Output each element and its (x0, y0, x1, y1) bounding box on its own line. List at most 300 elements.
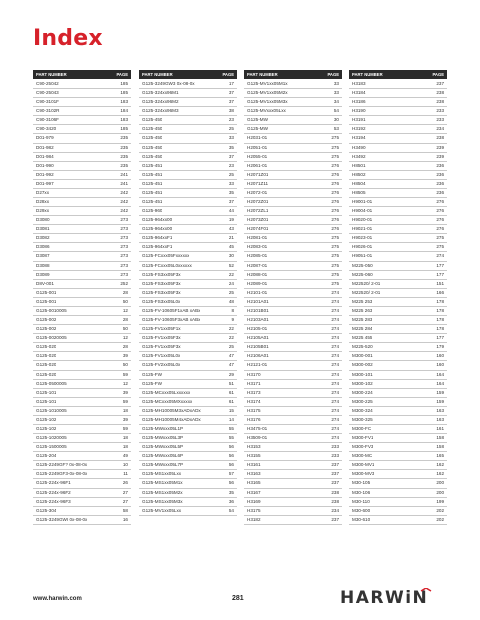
index-row[interactable] (139, 153, 237, 162)
index-row[interactable] (349, 334, 447, 343)
index-row[interactable] (244, 380, 342, 389)
index-row[interactable] (244, 243, 342, 252)
index-row[interactable] (139, 452, 237, 461)
part-number: M30-106 (352, 489, 371, 495)
index-row[interactable] (33, 325, 131, 334)
header-part-number: PART NUMBER (142, 72, 173, 77)
index-row[interactable] (349, 425, 447, 434)
index-row[interactable] (349, 243, 447, 252)
index-row[interactable] (244, 234, 342, 243)
page-ref: 276 (331, 199, 339, 205)
index-row[interactable] (139, 144, 237, 153)
page-ref: 58 (122, 507, 128, 513)
part-number: H3174 (247, 398, 261, 404)
index-row[interactable] (349, 189, 447, 198)
index-row[interactable] (349, 207, 447, 216)
index-row[interactable] (139, 107, 237, 116)
part-number: G125-FS3xx05F3x (142, 289, 181, 295)
index-row[interactable] (349, 316, 447, 325)
page-ref: 59 (122, 425, 128, 431)
index-row[interactable] (139, 298, 237, 307)
part-number: G125-MV1xx05Lxx (142, 507, 182, 513)
index-row[interactable] (139, 389, 237, 398)
page-ref: 47 (228, 353, 234, 359)
page-ref: 37 (228, 99, 234, 105)
index-row[interactable] (349, 507, 447, 516)
index-row[interactable] (244, 125, 342, 134)
part-number: H2073Z01 (247, 217, 269, 223)
index-row[interactable] (33, 271, 131, 280)
index-row[interactable] (244, 252, 342, 261)
index-row[interactable] (139, 507, 237, 516)
page-ref: 273 (120, 271, 128, 277)
index-row[interactable] (349, 434, 447, 443)
part-number: G125-MWxxx05L7P (142, 462, 184, 468)
page-ref: 163 (436, 407, 444, 413)
page-ref: 44 (228, 208, 234, 214)
index-row[interactable] (139, 98, 237, 107)
part-number: G125-MW (247, 126, 268, 132)
page-ref: 37 (228, 199, 234, 205)
part-number: M300-325 (352, 416, 373, 422)
index-row[interactable] (349, 389, 447, 398)
index-row[interactable] (139, 470, 237, 479)
index-row[interactable] (349, 498, 447, 507)
header-page: PAGE (432, 72, 444, 77)
page-ref: 274 (331, 407, 339, 413)
index-row[interactable] (244, 343, 342, 352)
index-row[interactable] (33, 289, 131, 298)
index-row[interactable] (139, 434, 237, 443)
part-number: G125-224x-96F3 (36, 498, 71, 504)
page-ref: 274 (331, 307, 339, 313)
part-number: H3173 (247, 389, 261, 395)
index-row[interactable] (244, 470, 342, 479)
index-row[interactable] (33, 298, 131, 307)
index-row[interactable] (349, 380, 447, 389)
index-row[interactable] (139, 361, 237, 370)
index-row[interactable] (349, 416, 447, 425)
index-row[interactable] (349, 171, 447, 180)
index-row[interactable] (244, 498, 342, 507)
index-row[interactable] (33, 425, 131, 434)
index-row[interactable] (139, 171, 237, 180)
page-ref: 37 (228, 153, 234, 159)
part-number: C90-3420 (36, 126, 57, 132)
index-row[interactable] (139, 479, 237, 488)
index-row[interactable] (33, 479, 131, 488)
index-row[interactable] (349, 125, 447, 134)
index-row[interactable] (349, 307, 447, 316)
index-row[interactable] (244, 207, 342, 216)
index-row[interactable] (33, 198, 131, 207)
index-row[interactable] (139, 280, 237, 289)
index-row[interactable] (349, 407, 447, 416)
index-row[interactable] (244, 507, 342, 516)
index-row[interactable] (33, 489, 131, 498)
index-row[interactable] (244, 134, 342, 143)
index-row[interactable] (139, 271, 237, 280)
page-ref: 27 (122, 498, 128, 504)
index-row[interactable] (139, 125, 237, 134)
index-row[interactable] (33, 452, 131, 461)
page-ref: 18 (122, 407, 128, 413)
index-row[interactable] (349, 461, 447, 470)
index-row[interactable] (349, 252, 447, 261)
index-row[interactable] (244, 425, 342, 434)
index-row[interactable] (244, 116, 342, 125)
part-number: C90-3102R (36, 108, 60, 114)
part-number: G125-451 (142, 180, 163, 186)
index-row[interactable] (244, 144, 342, 153)
page-ref: 17 (228, 81, 234, 86)
part-number: G125-001 (36, 289, 57, 295)
part-number: M300-102 (352, 380, 373, 386)
index-row[interactable] (33, 280, 131, 289)
page-ref: 234 (436, 126, 444, 132)
index-row[interactable] (349, 271, 447, 280)
index-row[interactable] (33, 171, 131, 180)
part-number: H3171 (247, 380, 261, 386)
index-row[interactable] (349, 234, 447, 243)
index-row[interactable] (139, 316, 237, 325)
page-ref: 276 (331, 162, 339, 168)
page-ref: 274 (331, 317, 339, 323)
page-ref: 276 (436, 208, 444, 214)
page-ref: 12 (122, 380, 128, 386)
index-row[interactable] (244, 443, 342, 452)
index-row[interactable] (139, 89, 237, 98)
index-row[interactable] (139, 252, 237, 261)
part-number: G125-020 (36, 353, 57, 359)
page-ref: 239 (436, 153, 444, 159)
index-row[interactable] (349, 162, 447, 171)
page-ref: 158 (436, 435, 444, 441)
index-row[interactable] (139, 371, 237, 380)
page-ref: 274 (331, 425, 339, 431)
index-row[interactable] (33, 389, 131, 398)
page-ref: 239 (436, 144, 444, 150)
index-row[interactable] (33, 80, 131, 89)
index-row[interactable] (139, 398, 237, 407)
index-row[interactable] (139, 116, 237, 125)
index-row[interactable] (33, 516, 131, 525)
index-row[interactable] (139, 407, 237, 416)
index-row[interactable] (33, 398, 131, 407)
index-row[interactable] (244, 398, 342, 407)
index-row[interactable] (349, 280, 447, 289)
page-ref: 199 (436, 498, 444, 504)
page-ref: 18 (122, 444, 128, 450)
page-ref: 183 (120, 117, 128, 123)
index-row[interactable] (33, 252, 131, 261)
part-number: H2051-01 (247, 144, 268, 150)
page-ref: 200 (436, 480, 444, 486)
index-row[interactable] (244, 107, 342, 116)
part-number: D3089 (36, 271, 50, 277)
part-number: G125-MS1xx05M1x (142, 480, 183, 486)
index-row[interactable] (33, 225, 131, 234)
index-row[interactable] (33, 343, 131, 352)
part-number: G125-324xx96M3 (142, 108, 179, 114)
index-row[interactable] (244, 189, 342, 198)
index-row[interactable] (139, 262, 237, 271)
page-ref: 56 (228, 480, 234, 486)
index-row[interactable] (33, 461, 131, 470)
index-row[interactable] (139, 489, 237, 498)
index-row[interactable] (244, 262, 342, 271)
index-row[interactable] (349, 134, 447, 143)
part-number: H3490 (352, 144, 366, 150)
index-row[interactable] (244, 416, 342, 425)
index-row[interactable] (33, 216, 131, 225)
index-row[interactable] (349, 225, 447, 234)
index-row[interactable] (349, 153, 447, 162)
index-row[interactable] (244, 361, 342, 370)
index-row[interactable] (33, 98, 131, 107)
page-ref: 242 (120, 189, 128, 195)
index-row[interactable] (244, 180, 342, 189)
index-row[interactable] (349, 479, 447, 488)
index-row[interactable] (244, 298, 342, 307)
index-row[interactable] (139, 380, 237, 389)
page-ref: 274 (331, 371, 339, 377)
part-number: M300-001 (352, 353, 373, 359)
index-row[interactable] (349, 298, 447, 307)
index-row[interactable] (33, 361, 131, 370)
index-row[interactable] (33, 307, 131, 316)
index-row[interactable] (349, 452, 447, 461)
index-row[interactable] (139, 416, 237, 425)
index-row[interactable] (33, 134, 131, 143)
part-number: G125-020 (36, 362, 57, 368)
index-row[interactable] (33, 443, 131, 452)
index-row[interactable] (139, 189, 237, 198)
footer-url[interactable]: www.harwin.com (33, 596, 82, 602)
index-row[interactable] (349, 371, 447, 380)
index-row[interactable] (139, 498, 237, 507)
index-row[interactable] (139, 216, 237, 225)
index-row[interactable] (33, 352, 131, 361)
index-row[interactable] (139, 243, 237, 252)
part-number: H2105B01 (247, 344, 269, 350)
part-number: H3167 (247, 489, 261, 495)
part-number: H8505 (352, 189, 366, 195)
index-row[interactable] (244, 98, 342, 107)
index-row[interactable] (139, 162, 237, 171)
index-column (33, 70, 131, 525)
page-title: Index (33, 26, 103, 51)
index-row[interactable] (139, 134, 237, 143)
index-row[interactable] (349, 98, 447, 107)
index-row[interactable] (139, 198, 237, 207)
index-row[interactable] (244, 316, 342, 325)
part-number: G125-FCxxx05Fxxxxxx (142, 253, 190, 259)
index-row[interactable] (349, 443, 447, 452)
index-row[interactable] (33, 243, 131, 252)
page-ref: 35 (228, 144, 234, 150)
part-number: G125-102 (36, 425, 57, 431)
index-row[interactable] (349, 489, 447, 498)
index-row[interactable] (33, 470, 131, 479)
index-row[interactable] (349, 180, 447, 189)
index-row[interactable] (244, 80, 342, 89)
index-row[interactable] (33, 144, 131, 153)
index-row[interactable] (349, 343, 447, 352)
page-ref: 50 (122, 362, 128, 368)
index-row[interactable] (139, 352, 237, 361)
index-row[interactable] (349, 361, 447, 370)
part-number: M225 284 (352, 326, 373, 332)
index-row[interactable] (244, 307, 342, 316)
index-row[interactable] (349, 107, 447, 116)
index-row[interactable] (139, 234, 237, 243)
index-row[interactable] (139, 207, 237, 216)
part-number: G125-MW (247, 117, 268, 123)
page-ref: 237 (331, 462, 339, 468)
page-ref: 275 (331, 280, 339, 286)
index-row[interactable] (33, 153, 131, 162)
index-row[interactable] (244, 389, 342, 398)
index-row[interactable] (139, 307, 237, 316)
index-row[interactable] (244, 216, 342, 225)
index-row[interactable] (244, 434, 342, 443)
index-row[interactable] (349, 144, 447, 153)
index-row[interactable] (33, 125, 131, 134)
index-row[interactable] (33, 180, 131, 189)
part-number: G125-002 (36, 317, 57, 323)
page-ref: 166 (436, 289, 444, 295)
index-row[interactable] (349, 352, 447, 361)
index-row[interactable] (349, 470, 447, 479)
page-ref: 27 (122, 489, 128, 495)
index-row[interactable] (33, 434, 131, 443)
index-row[interactable] (33, 262, 131, 271)
index-row[interactable] (33, 234, 131, 243)
page-ref: 30 (228, 253, 234, 259)
index-row[interactable] (33, 316, 131, 325)
index-row[interactable] (244, 325, 342, 334)
index-row[interactable] (139, 334, 237, 343)
index-row[interactable] (33, 507, 131, 516)
index-row[interactable] (244, 153, 342, 162)
page-ref: 274 (331, 326, 339, 332)
index-row[interactable] (139, 225, 237, 234)
index-row[interactable] (244, 479, 342, 488)
page-ref: 28 (122, 289, 128, 295)
index-row[interactable] (33, 498, 131, 507)
index-row[interactable] (349, 80, 447, 89)
index-row[interactable] (244, 407, 342, 416)
index-row[interactable] (244, 271, 342, 280)
part-number: H3191 (352, 117, 366, 123)
index-row[interactable] (244, 371, 342, 380)
index-row[interactable] (244, 452, 342, 461)
index-row[interactable] (33, 334, 131, 343)
part-number: H8504 (352, 180, 366, 186)
page-ref: 185 (120, 90, 128, 96)
index-row[interactable] (139, 443, 237, 452)
index-row[interactable] (33, 207, 131, 216)
header-part-number: PART NUMBER (247, 72, 278, 77)
index-row[interactable] (139, 461, 237, 470)
page-ref: 274 (331, 335, 339, 341)
index-row[interactable] (244, 171, 342, 180)
page-ref: 274 (331, 380, 339, 386)
part-number: M300-324 (352, 407, 373, 413)
index-row[interactable] (244, 162, 342, 171)
index-row[interactable] (244, 280, 342, 289)
part-number: G125-FV-10605F1xAB xABx (142, 307, 201, 313)
index-row[interactable] (139, 180, 237, 189)
index-row[interactable] (33, 380, 131, 389)
index-row[interactable] (244, 225, 342, 234)
part-number: D29xx (36, 208, 50, 214)
index-row[interactable] (349, 289, 447, 298)
index-row[interactable] (244, 461, 342, 470)
part-number: G125-FV-10605F3xAB xABx (142, 317, 201, 323)
index-row[interactable] (33, 162, 131, 171)
index-row[interactable] (33, 116, 131, 125)
index-row[interactable] (33, 107, 131, 116)
index-row[interactable] (244, 334, 342, 343)
index-row[interactable] (244, 352, 342, 361)
index-row[interactable] (33, 407, 131, 416)
index-row[interactable] (349, 89, 447, 98)
part-number: M300-FV3 (352, 444, 374, 450)
part-number: D8V-001 (36, 280, 54, 286)
part-number: D3086 (36, 244, 50, 250)
index-row[interactable] (244, 89, 342, 98)
page-ref: 8 (231, 307, 234, 313)
index-row[interactable] (244, 198, 342, 207)
index-row[interactable] (139, 343, 237, 352)
index-row[interactable] (244, 489, 342, 498)
index-row[interactable] (139, 289, 237, 298)
part-number: D3080 (36, 217, 50, 223)
page-ref: 23 (228, 117, 234, 123)
part-number: M300-MC (352, 453, 373, 459)
index-row[interactable] (33, 416, 131, 425)
part-number: G125-FS3xx05F3x (142, 271, 181, 277)
index-row[interactable] (349, 198, 447, 207)
page-ref: 52 (228, 262, 234, 268)
index-row[interactable] (244, 289, 342, 298)
index-row[interactable] (349, 216, 447, 225)
index-row[interactable] (33, 371, 131, 380)
part-number: G125-MWxxx05L1P (142, 425, 184, 431)
index-row[interactable] (349, 398, 447, 407)
index-row[interactable] (139, 80, 237, 89)
part-number: G125-FCxxx05L0xxxxxx (142, 262, 192, 268)
index-row[interactable] (33, 89, 131, 98)
index-row[interactable] (33, 189, 131, 198)
index-row[interactable] (349, 262, 447, 271)
page-ref: 57 (228, 471, 234, 477)
index-row[interactable] (244, 516, 342, 525)
page-ref: 12 (122, 335, 128, 341)
part-number: M225 283 (352, 317, 373, 323)
page-ref: 274 (331, 289, 339, 295)
index-row[interactable] (349, 116, 447, 125)
page-ref: 159 (436, 389, 444, 395)
index-row[interactable] (139, 425, 237, 434)
index-row[interactable] (349, 516, 447, 525)
page-ref: 28 (122, 344, 128, 350)
index-row[interactable] (349, 325, 447, 334)
part-number: G125-MH10005M3xADxADx (142, 407, 201, 413)
index-row[interactable] (139, 325, 237, 334)
